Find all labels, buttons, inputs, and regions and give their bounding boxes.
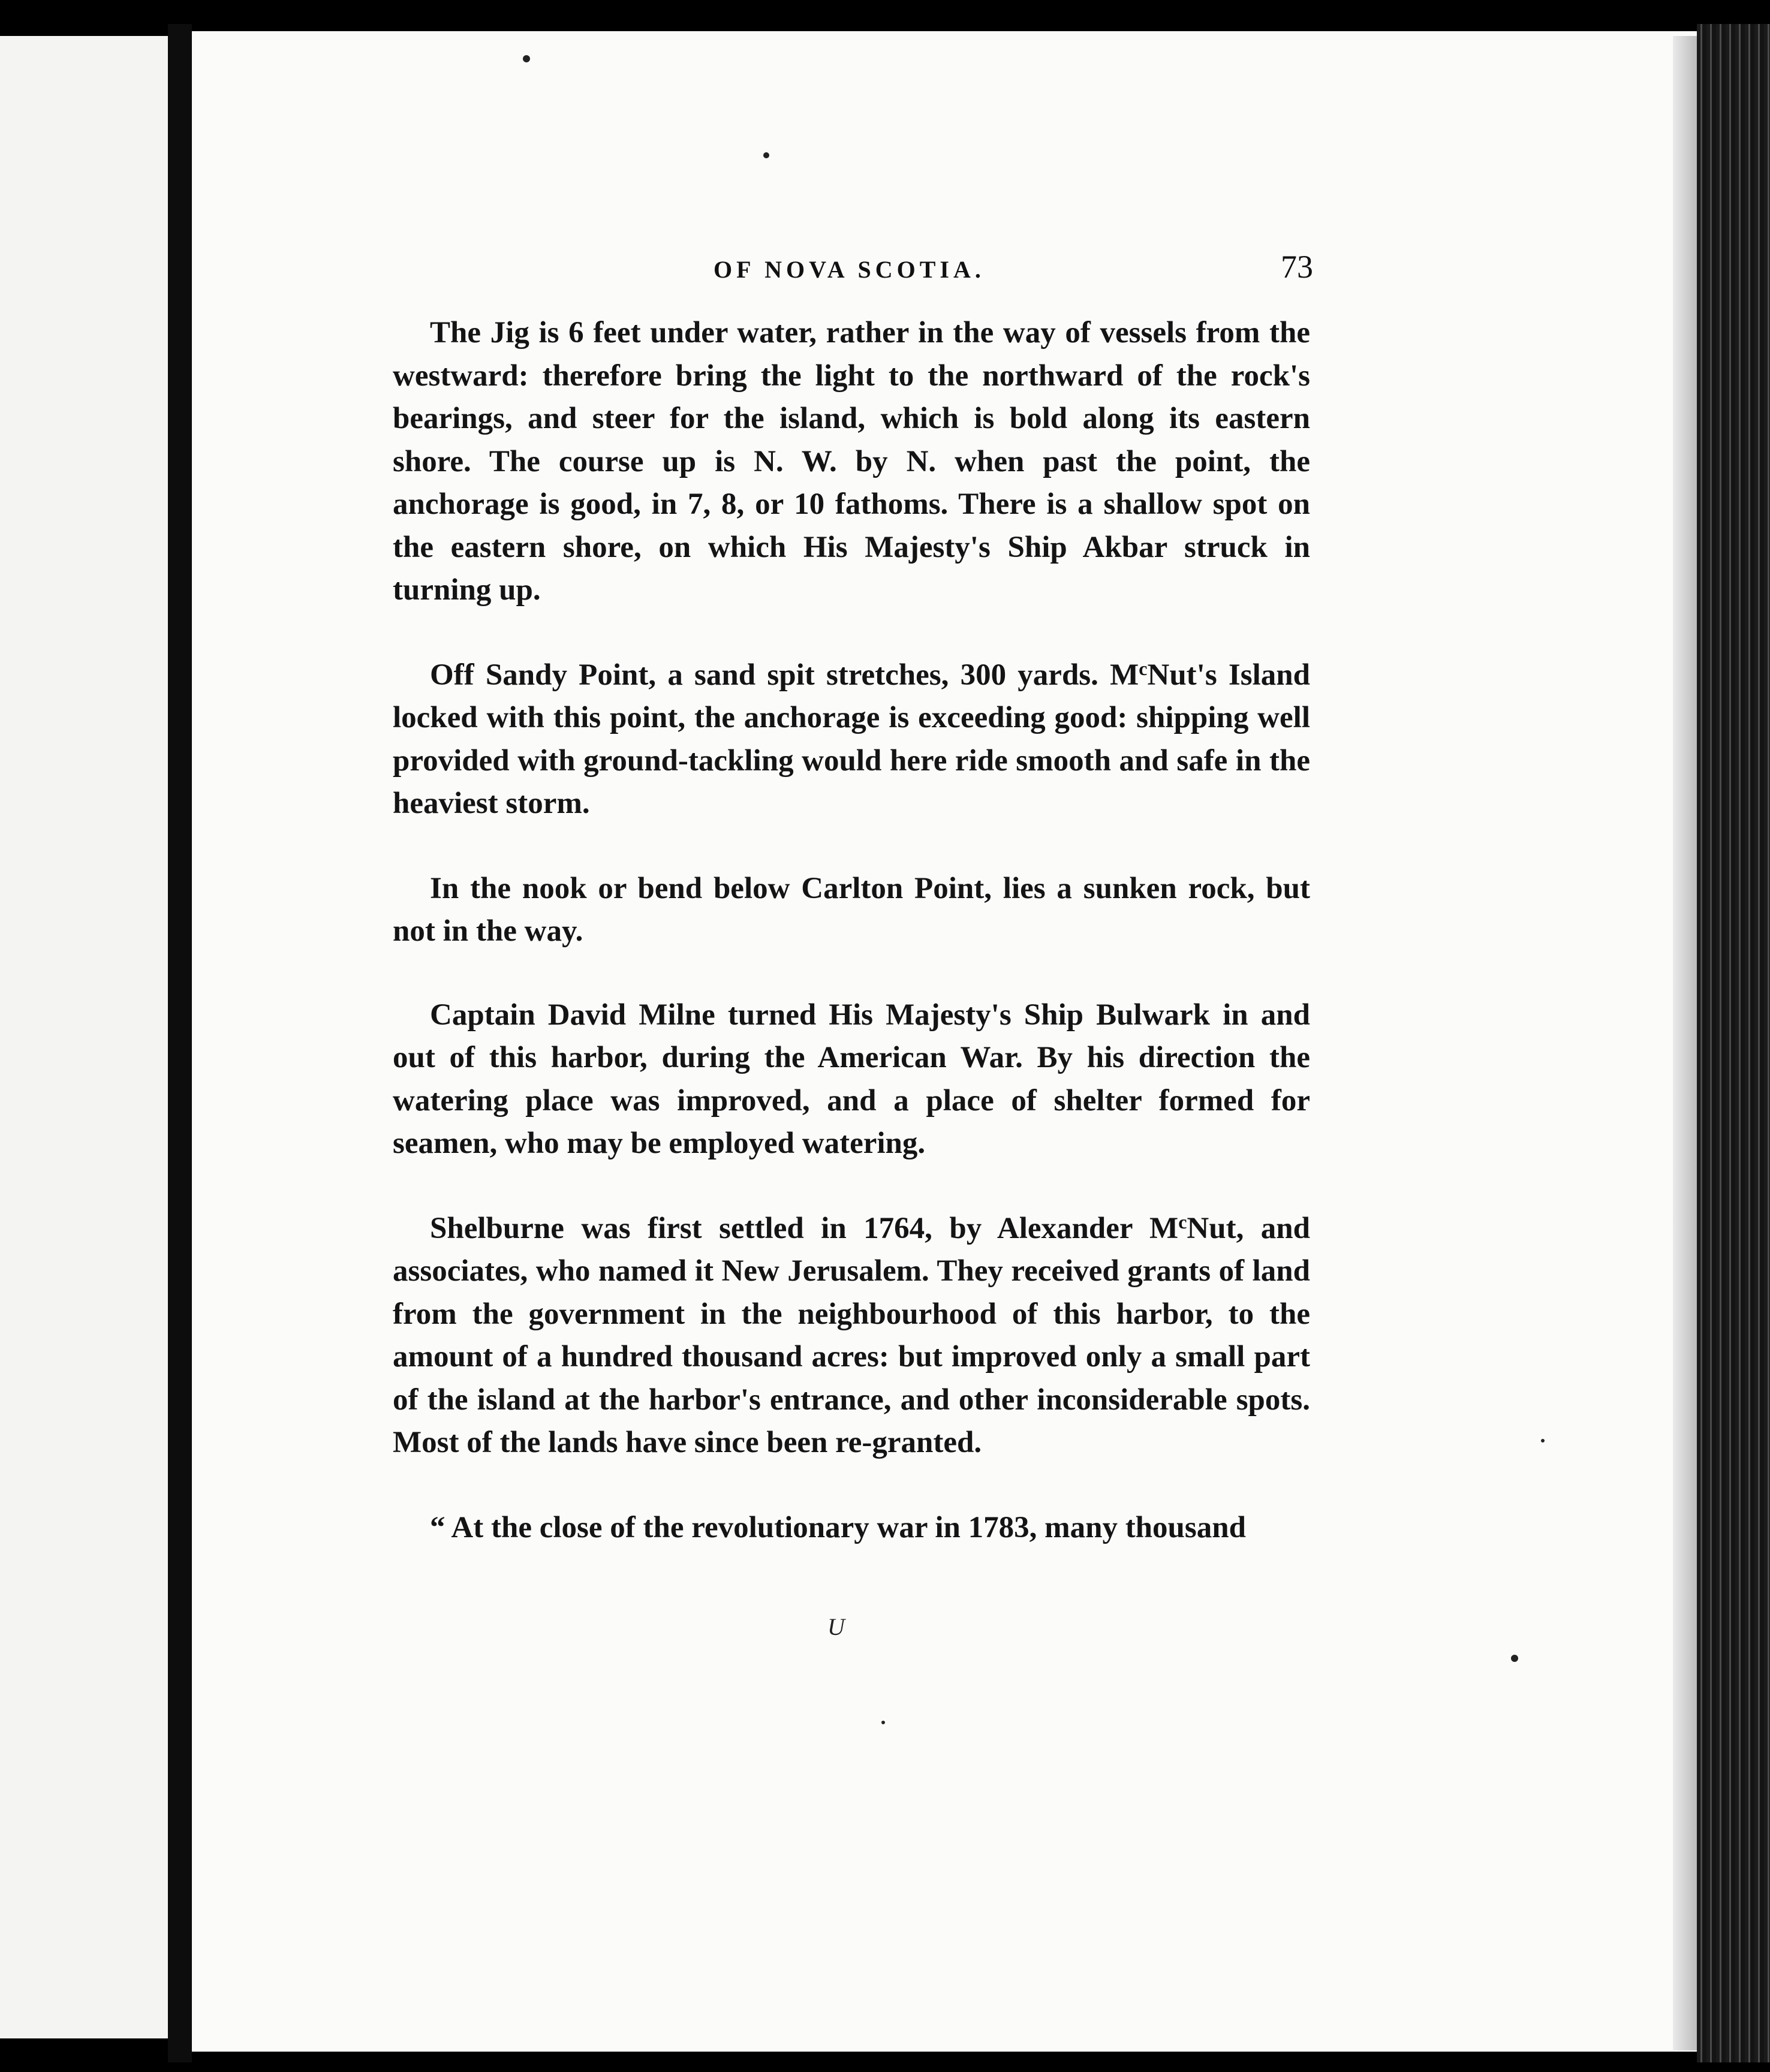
paragraph-text: Off Sandy Point, a sand spit stretches, 300 yards. M [430, 658, 1139, 692]
ink-speck [1511, 1655, 1518, 1662]
superscript: c [1139, 657, 1148, 679]
running-head: OF NOVA SCOTIA. [714, 256, 985, 283]
ink-speck [881, 1721, 885, 1724]
paragraph-david-milne: Captain David Milne turned His Majesty's Ship Bulwark in and out of this harbor, during the American War. By his direction the watering place was improved, and a place of shelter formed for seamen, who may be employed watering. [393, 998, 1310, 1160]
ink-speck [1541, 1439, 1545, 1442]
superscript: c [1178, 1210, 1187, 1233]
book-fore-edge [1697, 24, 1770, 2062]
paragraph-jig: The Jig is 6 feet under water, rather in the way of vessels from the westward: therefore bring the light to the northward of the rock's bearings, and steer for the island, which is bold along its eastern shore. The course up is N. W. by N. when past the point, the anchorage is good, in 7, 8, or 10 fathoms. There is a shallow spot on the eastern shore, on which His Majesty's Ship Akbar struck in turning up. [393, 316, 1310, 607]
paragraph-sandy-point [393, 654, 1310, 826]
ink-speck [763, 152, 769, 158]
book-gutter [168, 24, 192, 2062]
page-header [396, 249, 1313, 294]
paragraph-revolutionary-war: “ At the close of the revolutionary war in 1783, many thousand [430, 1510, 1246, 1544]
page-edge-shadow [1673, 36, 1697, 2050]
facing-page-edge [0, 36, 168, 2038]
paragraph-text: Nut, and associates, who named it New Jerusalem. They received grants of land from the government in the neighbourhood of this harbor, to the amount of a hundred thousand acres: but improved only a small part of the island at the harbor's entrance, and other inconsiderable spots. Most of the lands have since been re-granted. [393, 1211, 1311, 1459]
signature-mark: U [827, 1613, 845, 1640]
page-number: 73 [1281, 249, 1313, 285]
ink-speck [523, 55, 530, 62]
paragraph-carlton-point: In the nook or bend below Carlton Point, lies a sunken rock, but not in the way. [393, 871, 1310, 948]
paragraph-shelburne [393, 1207, 1310, 1465]
paragraph-text: Shelburne was first settled in 1764, by Alexander M [430, 1211, 1179, 1245]
body-text [393, 312, 1310, 1549]
paragraph-text: Nut's Island locked with this point, the anchorage is exceeding good: shipping well provided with ground-tackling would here ride smooth and safe in the heaviest storm. [393, 658, 1310, 820]
